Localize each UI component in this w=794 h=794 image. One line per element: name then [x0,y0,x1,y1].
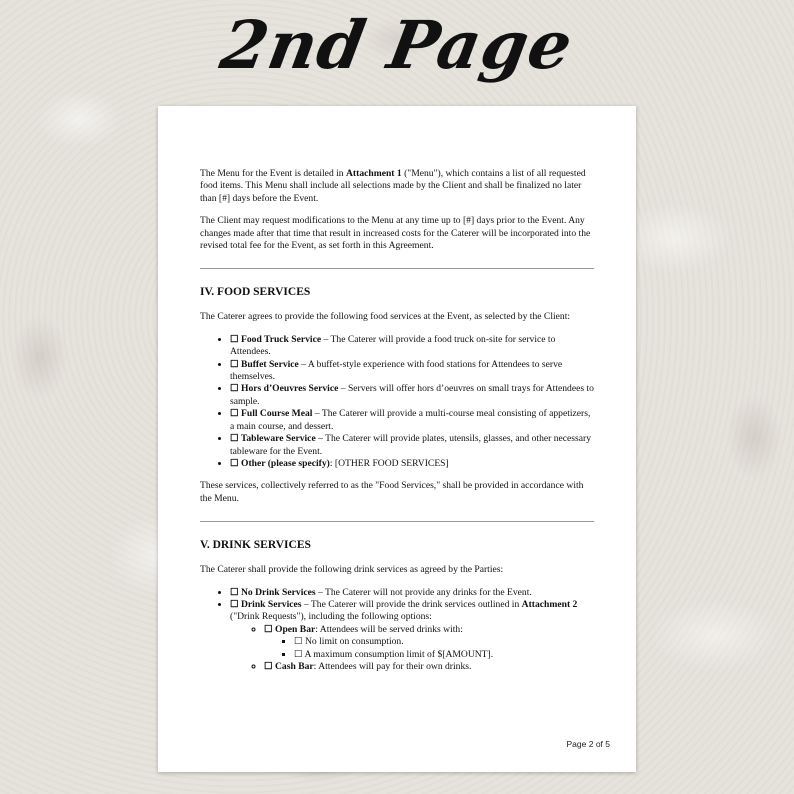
drink-services-heading: V. DRINK SERVICES [200,539,311,552]
food-service-item: • ☐ Other (please specify): [OTHER FOOD SERVICES] [230,458,594,470]
food-service-item: • ☐ Buffet Service – A buffet-style experience with food stations for Attendees to serve themselves. [230,359,594,384]
cash-bar-item: ◦ ☐ Cash Bar: Attendees will pay for their own drinks. [264,661,594,673]
drink-service-item: • ☐ No Drink Services – The Caterer will not provide any drinks for the Event. [230,587,594,599]
drink-options-list [230,624,594,674]
food-services-list [200,334,594,470]
open-bar-options-list [264,636,594,661]
food-services-intro: The Caterer agrees to provide the following food services at the Event, as selected by the Client: [200,311,571,323]
drink-services-list [200,587,594,674]
food-services-heading: IV. FOOD SERVICES [200,286,311,299]
food-service-item: • ☐ Full Course Meal – The Caterer will provide a multi-course meal consisting of appetizers, a main course, and dessert. [230,408,594,433]
document-page [158,106,636,772]
food-service-item: • ☐ Hors d’Oeuvres Service – Servers will offer hors d’oeuvres on small trays for Attendees to sample. [230,383,594,408]
open-bar-option: ▪ ☐ No limit on consumption. [294,636,594,648]
drink-service-item: • ☐ Drink Services – The Caterer will provide the drink services outlined in Attachment 2 ("Drink Requests"), including the following options: ◦ ☐ Open Bar: Attendees will be served drinks with: ▪ ☐ No limit on consumption. ▪ ☐ A maximum consumption limit of $[AMOUNT]. ◦ ☐ Cash Bar: Attendees will pay for their own drinks. [230,599,594,673]
page-number: Page 2 of 5 [566,738,610,749]
section-divider [200,521,594,522]
food-service-item: • ☐ Food Truck Service – The Caterer will provide a food truck on-site for service to Attendees. [230,334,594,359]
banner-title: 2nd Page [215,6,579,84]
food-service-item: • ☐ Tableware Service – The Caterer will provide plates, utensils, glasses, and other necessary tableware for the Event. [230,433,594,458]
drink-services-intro: The Caterer shall provide the following drink services as agreed by the Parties: [200,564,504,576]
attachment-2-ref: Attachment 2 [521,598,578,610]
section-divider [200,268,594,269]
menu-paragraph-2: The Client may request modifications to the Menu at any time up to [#] days prior to the Event. Any changes made after that time that result in increased costs for the Caterer will be incorporated into the revised total fee for the Event, as set forth in this Agreement. [200,215,591,252]
attachment-1-ref: Attachment 1 [346,168,402,179]
menu-paragraph-1: The Menu for the Event is detailed in Attachment 1 ("Menu"), which contains a list of all requested food items. This Menu shall include all selections made by the Client and shall be finalized no later than [#] days before the Event. [200,168,586,204]
open-bar-option: ▪ ☐ A maximum consumption limit of $[AMOUNT]. [294,649,594,661]
food-services-closing: These services, collectively referred to as the "Food Services," shall be provided in accordance with the Menu. [200,480,584,504]
open-bar-item: ◦ ☐ Open Bar: Attendees will be served drinks with: ▪ ☐ No limit on consumption. ▪ ☐ A maximum consumption limit of $[AMOUNT]. [264,624,594,661]
